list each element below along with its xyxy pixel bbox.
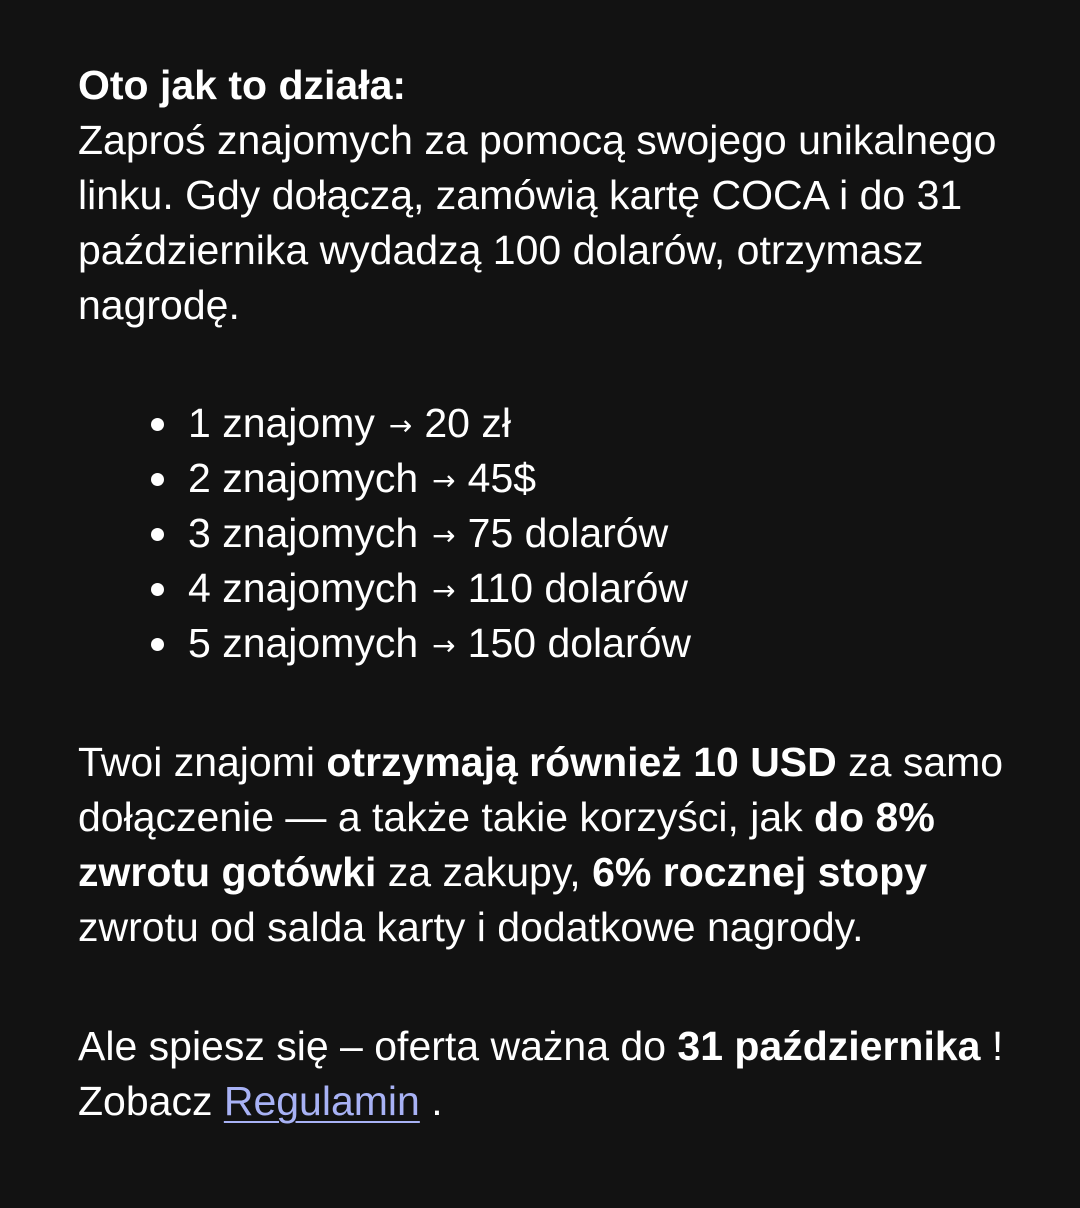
benefits-text: za samo dołączenie — a także takie korzyści, jak: [78, 739, 1004, 840]
tier-friends: 1 znajomy: [188, 400, 375, 446]
bullet-icon: [151, 638, 164, 651]
right-arrow-icon: →: [432, 464, 456, 497]
tier-reward: 150 dolarów: [467, 620, 692, 666]
deadline-text: Ale spiesz się – oferta ważna do: [78, 1023, 678, 1069]
list-item: [148, 451, 1018, 506]
tier-friends: 4 znajomych: [188, 565, 419, 611]
tier-reward: 45$: [467, 455, 537, 501]
reward-tiers-list: [78, 396, 1018, 671]
list-item: [148, 396, 1018, 451]
right-arrow-icon: →: [432, 629, 456, 662]
list-item: [148, 561, 1018, 616]
benefits-text: za zakupy,: [376, 849, 593, 895]
right-arrow-icon: →: [432, 574, 456, 607]
how-it-works-heading: Oto jak to działa:: [78, 62, 407, 108]
list-item: [148, 506, 1018, 561]
bullet-icon: [151, 583, 164, 596]
deadline-text: ! Zobacz: [78, 1023, 1004, 1124]
bullet-icon: [151, 528, 164, 541]
benefits-text: Twoi znajomi: [78, 739, 327, 785]
referral-message: [78, 58, 1018, 1129]
how-it-works-body: Zaproś znajomych za pomocą swojego unikalnego linku. Gdy dołączą, zamówią kartę COCA i do 31 października wydadzą 100 dolarów, otrzymasz nagrodę.: [78, 117, 997, 328]
list-item: [148, 616, 1018, 671]
terms-link[interactable]: Regulamin: [223, 1078, 420, 1124]
benefits-highlight-cashback: do 8% zwrotu gotówki: [78, 794, 935, 895]
tier-friends: 2 znajomych: [188, 455, 419, 501]
deadline-text: .: [419, 1078, 443, 1124]
benefits-highlight-rate: 6% rocznej stopy: [592, 849, 928, 895]
deadline-date: 31 października: [677, 1023, 981, 1069]
tier-reward: 110 dolarów: [467, 565, 688, 611]
how-it-works-section: [78, 58, 1018, 333]
tier-friends: 3 znajomych: [188, 510, 419, 556]
right-arrow-icon: →: [388, 409, 413, 442]
tier-reward: 20 zł: [424, 400, 511, 446]
deadline-paragraph: [78, 1019, 1018, 1129]
benefits-text: zwrotu od salda karty i dodatkowe nagrody.: [78, 904, 864, 950]
tier-reward: 75 dolarów: [467, 510, 669, 556]
right-arrow-icon: →: [432, 519, 456, 552]
friends-benefits-paragraph: [78, 735, 1018, 955]
tier-friends: 5 znajomych: [188, 620, 419, 666]
benefits-highlight-bonus: otrzymają również 10 USD: [326, 739, 837, 785]
bullet-icon: [151, 473, 164, 486]
bullet-icon: [151, 418, 164, 431]
